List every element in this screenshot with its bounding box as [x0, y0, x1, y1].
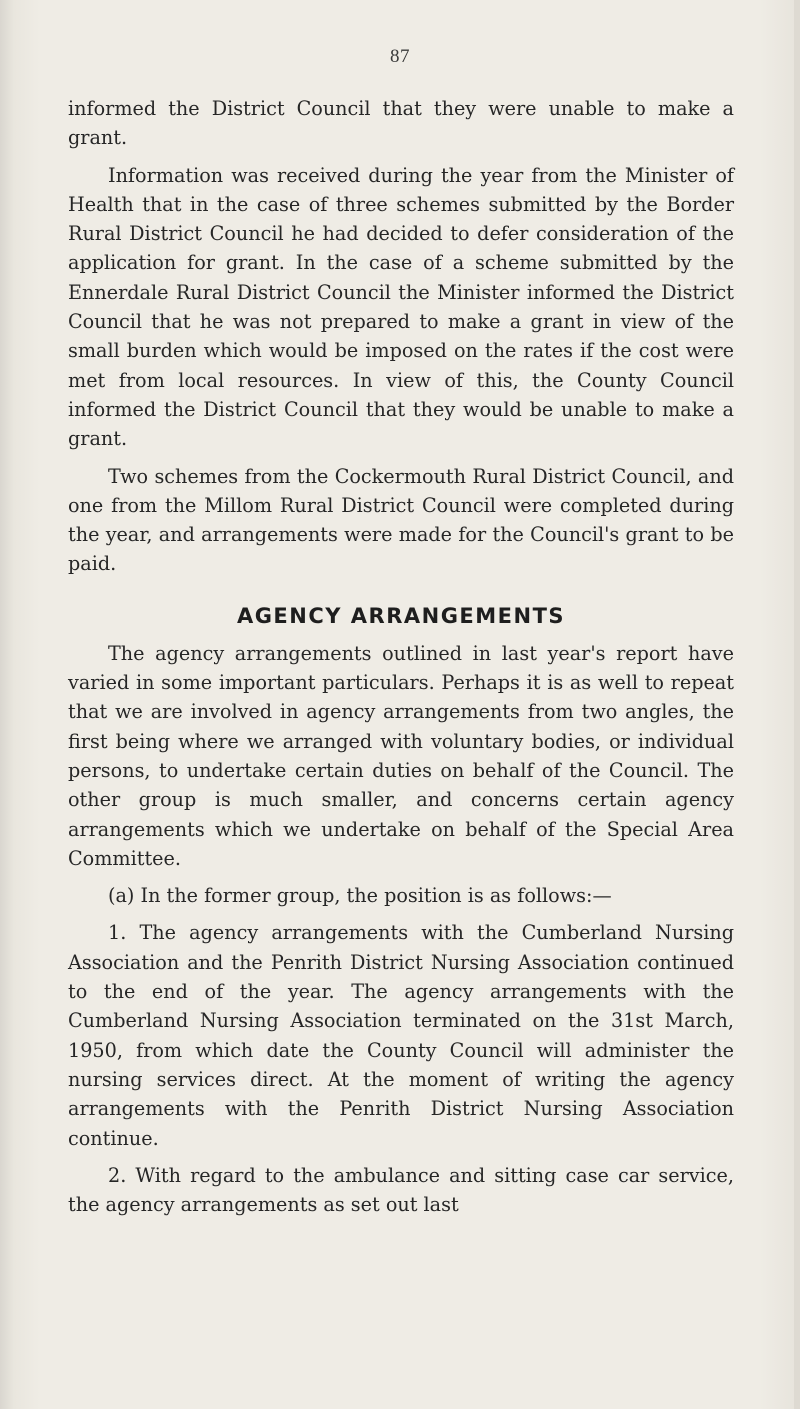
page-number: 87	[390, 46, 410, 67]
paragraph-item-1-nursing: 1. The agency arrangements with the Cumberland Nursing Association and the Penrith District Nursing Association continued to the end of the year. The agency arrangements with the Cumberland Nursing Association terminated on the 31st March, 1950, from which date the County Council will administer the nursing services direct. At the moment of writing the agency arrangements with the Penrith District Nursing Association continue.	[68, 921, 734, 1150]
section-heading: AGENCY ARRANGEMENTS	[236, 603, 566, 628]
page-edge-shadow	[794, 0, 800, 1409]
paragraph-minister-information: Information was received during the year from the Minister of Health that in the case of three schemes submitted by the Border Rural District Council he had decided to defer consideration of the application for grant. In the case of a scheme submitted by the Ennerdale Rural District Council the Minister informed the District Council that he was not prepared to make a grant in view of the small burden which would be imposed on the rates if the cost were met from local resources. In view of this, the County Council informed the District Council that they would be unable to make a grant.	[68, 163, 734, 451]
page-body	[68, 94, 734, 1227]
paragraph-former-group: (a) In the former group, the position is as follows:—	[108, 884, 612, 908]
paragraph-continuation: informed the District Council that they were unable to make a grant.	[68, 97, 734, 150]
paragraph-completed-schemes: Two schemes from the Cockermouth Rural District Council, and one from the Millom Rural District Council were completed during the year, and arrangements were made for the Council's grant to be paid.	[68, 464, 734, 576]
paragraph-agency-intro: The agency arrangements outlined in last year's report have varied in some important particulars. Perhaps it is as well to repeat that we are involved in agency arrangements from two angles, the first being where we arranged with voluntary bodies, or individual persons, to undertake certain duties on behalf of the Council. The other group is much smaller, and concerns certain agency arrangements which we undertake on behalf of the Special Area Committee.	[68, 641, 734, 870]
paragraph-item-2-ambulance: 2. With regard to the ambulance and sitting case car service, the agency arrangements as set out last	[68, 1163, 734, 1217]
